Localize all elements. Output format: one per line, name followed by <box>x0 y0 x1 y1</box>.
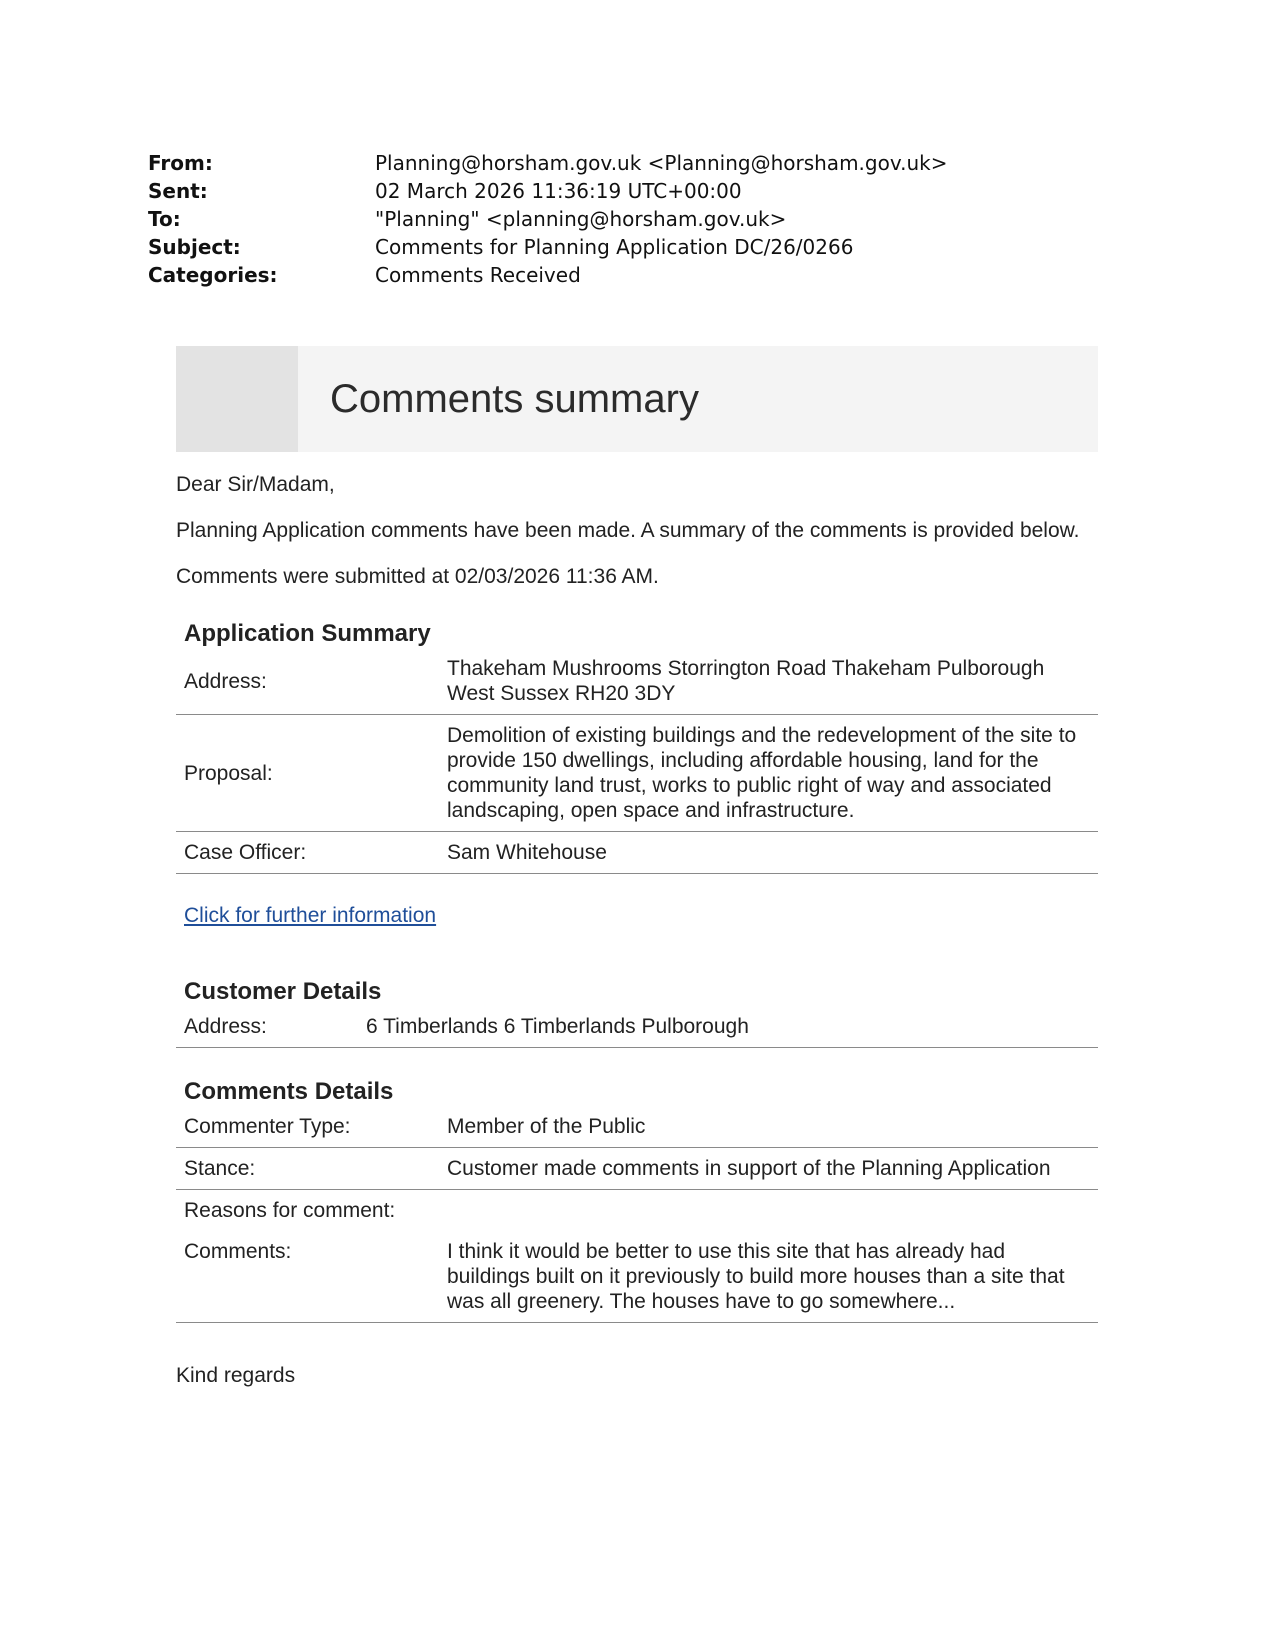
table-row <box>176 1190 1098 1232</box>
banner-logo-area <box>176 346 298 452</box>
customer-details-table <box>176 1006 1098 1048</box>
stance-value: Customer made comments in support of the Planning Application <box>439 1148 1098 1190</box>
address-value: Thakeham Mushrooms Storrington Road Thakeham Pulborough West Sussex RH20 3DY <box>439 648 1098 715</box>
proposal-label: Proposal: <box>176 715 439 832</box>
application-summary-table <box>176 648 1098 874</box>
to-value: "Planning" <planning@horsham.gov.uk> <box>375 207 787 231</box>
email-categories-row <box>148 261 948 289</box>
to-label: To: <box>148 207 181 231</box>
customer-details-heading: Customer Details <box>184 978 382 1005</box>
intro-text: Planning Application comments have been made. A summary of the comments is provided below. <box>176 519 1080 542</box>
comments-details-table <box>176 1106 1098 1323</box>
table-row <box>176 1006 1098 1048</box>
sign-off: Kind regards <box>176 1364 296 1387</box>
subject-value: Comments for Planning Application DC/26/0266 <box>375 235 854 259</box>
sent-value: 02 March 2026 11:36:19 UTC+00:00 <box>375 179 742 203</box>
table-row <box>176 1106 1098 1148</box>
application-summary-heading: Application Summary <box>184 620 431 647</box>
summary-banner <box>176 346 1098 452</box>
sent-label: Sent: <box>148 179 208 203</box>
banner-title-area <box>298 346 1098 452</box>
commenter-type-label: Commenter Type: <box>176 1106 439 1148</box>
table-row <box>176 715 1098 832</box>
email-sent-row <box>148 177 948 205</box>
email-body <box>176 346 1098 1389</box>
customer-address-value: 6 Timberlands 6 Timberlands Pulborough <box>358 1006 1098 1048</box>
categories-label: Categories: <box>148 263 278 287</box>
commenter-type-value: Member of the Public <box>439 1106 1098 1148</box>
from-label: From: <box>148 151 213 175</box>
reasons-label: Reasons for comment: <box>184 1199 396 1222</box>
email-from-row <box>148 149 948 177</box>
greeting: Dear Sir/Madam, <box>176 473 335 496</box>
banner-title: Comments summary <box>330 376 699 421</box>
email-subject-row <box>148 233 948 261</box>
comments-label: Comments: <box>176 1231 439 1323</box>
table-row <box>176 648 1098 715</box>
proposal-value: Demolition of existing buildings and the redevelopment of the site to provide 150 dwellings, including affordable housing, land for the community land trust, works to public right of way and associated landscaping, open space and infrastructure. <box>439 715 1098 832</box>
further-info-link-wrap <box>176 904 1098 928</box>
comments-value: I think it would be better to use this site that has already had buildings built on it previously to build more houses than a site that was all greenery. The houses have to go somewhere... <box>439 1231 1098 1323</box>
case-officer-label: Case Officer: <box>176 832 439 874</box>
case-officer-value: Sam Whitehouse <box>439 832 1098 874</box>
subject-label: Subject: <box>148 235 241 259</box>
email-to-row <box>148 205 948 233</box>
reasons-value <box>439 1190 1098 1232</box>
customer-address-label: Address: <box>176 1006 358 1048</box>
email-header <box>148 149 948 289</box>
further-info-link[interactable]: Click for further information <box>184 904 437 927</box>
from-value: Planning@horsham.gov.uk <Planning@horsham.gov.uk> <box>375 151 948 175</box>
categories-value: Comments Received <box>375 263 581 287</box>
table-row <box>176 832 1098 874</box>
submitted-text: Comments were submitted at 02/03/2026 11:36 AM. <box>176 565 659 588</box>
stance-label: Stance: <box>176 1148 439 1190</box>
address-label: Address: <box>176 648 439 715</box>
table-row <box>176 1231 1098 1323</box>
table-row <box>176 1148 1098 1190</box>
comments-details-heading: Comments Details <box>184 1078 394 1105</box>
